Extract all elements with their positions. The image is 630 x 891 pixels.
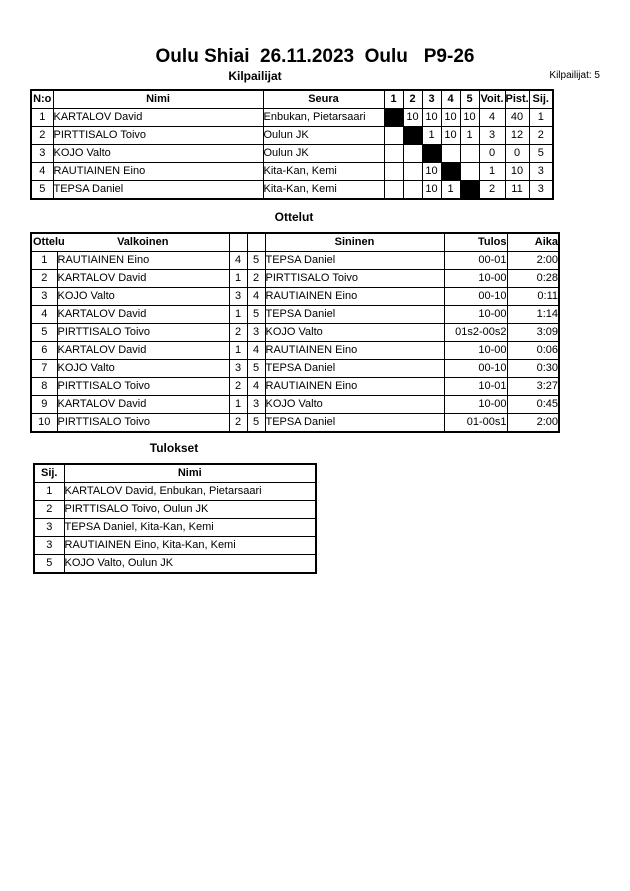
result-vs-5: 10: [460, 109, 479, 127]
match-row: [31, 306, 559, 324]
match-number: 5: [31, 324, 57, 342]
competitor-row: [31, 109, 553, 127]
competitor-name: KARTALOV David: [53, 109, 263, 127]
competitor-number: 4: [31, 163, 53, 181]
result-vs-2: 10: [403, 109, 422, 127]
match-number: 2: [31, 270, 57, 288]
header-place: Sij.: [34, 464, 64, 483]
header-white: Valkoinen: [57, 233, 229, 252]
competitor-name: RAUTIAINEN Eino: [53, 163, 263, 181]
white-name: KOJO Valto: [57, 288, 229, 306]
white-name: RAUTIAINEN Eino: [57, 252, 229, 270]
competitor-place: 3: [529, 163, 553, 181]
competitor-club: Kita-Kan, Kemi: [263, 181, 384, 200]
blue-number: 3: [247, 324, 265, 342]
white-number: 1: [229, 270, 247, 288]
result-vs-3: 10: [422, 163, 441, 181]
result-vs-1: [384, 145, 403, 163]
header-opponent-1: 1: [384, 90, 403, 109]
match-time: 0:11: [507, 288, 559, 306]
match-row: [31, 252, 559, 270]
result-row: [34, 519, 316, 537]
result-vs-4: 1: [441, 181, 460, 200]
result-name: PIRTTISALO Toivo, Oulun JK: [64, 501, 316, 519]
competitor-points: 10: [505, 163, 529, 181]
result-name: TEPSA Daniel, Kita-Kan, Kemi: [64, 519, 316, 537]
header-wins: Voit.: [479, 90, 505, 109]
competitor-points: 40: [505, 109, 529, 127]
blue-name: TEPSA Daniel: [265, 252, 444, 270]
white-name: KOJO Valto: [57, 360, 229, 378]
competitor-place: 3: [529, 181, 553, 200]
blue-number: 4: [247, 288, 265, 306]
white-number: 2: [229, 324, 247, 342]
white-number: 3: [229, 360, 247, 378]
match-time: 2:00: [507, 252, 559, 270]
match-row: [31, 414, 559, 433]
match-row: [31, 288, 559, 306]
blue-number: 2: [247, 270, 265, 288]
result-row: [34, 483, 316, 501]
match-time: 0:45: [507, 396, 559, 414]
competitors-header-row: [31, 90, 553, 109]
competitor-number: 2: [31, 127, 53, 145]
competitor-club: Oulun JK: [263, 145, 384, 163]
result-row: [34, 501, 316, 519]
header-result: Tulos: [444, 233, 507, 252]
result-vs-3: 10: [422, 181, 441, 200]
blue-name: RAUTIAINEN Eino: [265, 288, 444, 306]
match-number: 6: [31, 342, 57, 360]
results-header-row: [34, 464, 316, 483]
result-name: KOJO Valto, Oulun JK: [64, 555, 316, 574]
self-match-cell: [422, 145, 441, 163]
competitor-club: Enbukan, Pietarsaari: [263, 109, 384, 127]
result-vs-4: 10: [441, 127, 460, 145]
match-row: [31, 324, 559, 342]
competitor-wins: 2: [479, 181, 505, 200]
result-vs-2: [403, 145, 422, 163]
match-time: 3:09: [507, 324, 559, 342]
match-result: 00-01: [444, 252, 507, 270]
blue-number: 5: [247, 252, 265, 270]
white-name: KARTALOV David: [57, 270, 229, 288]
blue-name: KOJO Valto: [265, 396, 444, 414]
blue-number: 5: [247, 306, 265, 324]
matches-table: [30, 232, 560, 433]
competitors-table: [30, 89, 554, 200]
result-name: RAUTIAINEN Eino, Kita-Kan, Kemi: [64, 537, 316, 555]
white-name: KARTALOV David: [57, 306, 229, 324]
match-result: 10-00: [444, 396, 507, 414]
header-opponent-2: 2: [403, 90, 422, 109]
blue-name: KOJO Valto: [265, 324, 444, 342]
page-title: Oulu Shiai 26.11.2023 Oulu P9-26: [155, 46, 475, 67]
blue-number: 5: [247, 414, 265, 433]
match-time: 2:00: [507, 414, 559, 433]
white-number: 2: [229, 378, 247, 396]
match-row: [31, 270, 559, 288]
result-row: [34, 537, 316, 555]
match-result: 10-00: [444, 306, 507, 324]
result-row: [34, 555, 316, 574]
competitor-row: [31, 163, 553, 181]
result-vs-3: 1: [422, 127, 441, 145]
header-name: Nimi: [64, 464, 316, 483]
blue-number: 5: [247, 360, 265, 378]
match-number: 10: [31, 414, 57, 433]
match-number: 3: [31, 288, 57, 306]
result-vs-1: [384, 127, 403, 145]
match-row: [31, 396, 559, 414]
blue-number: 4: [247, 378, 265, 396]
competitor-wins: 4: [479, 109, 505, 127]
blue-number: 4: [247, 342, 265, 360]
matches-header-row: [31, 233, 559, 252]
self-match-cell: [403, 127, 422, 145]
match-row: [31, 378, 559, 396]
header-blue: Sininen: [265, 233, 444, 252]
header-place: Sij.: [529, 90, 553, 109]
competitor-wins: 1: [479, 163, 505, 181]
section-title-kilpailijat: Kilpailijat: [228, 69, 282, 83]
header-opponent-3: 3: [422, 90, 441, 109]
blue-name: RAUTIAINEN Eino: [265, 342, 444, 360]
match-result: 10-00: [444, 342, 507, 360]
match-number: 8: [31, 378, 57, 396]
result-vs-2: [403, 163, 422, 181]
white-number: 1: [229, 396, 247, 414]
result-place: 1: [34, 483, 64, 501]
match-time: 0:30: [507, 360, 559, 378]
blue-name: PIRTTISALO Toivo: [265, 270, 444, 288]
header-opponent-4: 4: [441, 90, 460, 109]
competitor-number: 5: [31, 181, 53, 200]
competitor-name: KOJO Valto: [53, 145, 263, 163]
blue-name: TEPSA Daniel: [265, 306, 444, 324]
header-club: Seura: [263, 90, 384, 109]
match-number: 9: [31, 396, 57, 414]
competitor-place: 1: [529, 109, 553, 127]
competitor-wins: 0: [479, 145, 505, 163]
competitor-points: 12: [505, 127, 529, 145]
competitor-place: 2: [529, 127, 553, 145]
white-number: 1: [229, 306, 247, 324]
self-match-cell: [441, 163, 460, 181]
competitor-points: 0: [505, 145, 529, 163]
white-name: PIRTTISALO Toivo: [57, 378, 229, 396]
white-name: PIRTTISALO Toivo: [57, 324, 229, 342]
match-number: 7: [31, 360, 57, 378]
result-vs-5: [460, 145, 479, 163]
result-place: 3: [34, 537, 64, 555]
results-table: [33, 463, 317, 574]
competitor-number: 1: [31, 109, 53, 127]
competitor-place: 5: [529, 145, 553, 163]
competitor-row: [31, 145, 553, 163]
match-row: [31, 342, 559, 360]
match-row: [31, 360, 559, 378]
match-time: 0:06: [507, 342, 559, 360]
result-vs-2: [403, 181, 422, 200]
result-vs-1: [384, 163, 403, 181]
result-place: 2: [34, 501, 64, 519]
match-number: 1: [31, 252, 57, 270]
blue-name: TEPSA Daniel: [265, 414, 444, 433]
match-result: 00-10: [444, 360, 507, 378]
match-result: 01-00s1: [444, 414, 507, 433]
white-name: KARTALOV David: [57, 396, 229, 414]
header-time: Aika: [507, 233, 559, 252]
competitor-club: Kita-Kan, Kemi: [263, 163, 384, 181]
match-result: 00-10: [444, 288, 507, 306]
competitor-wins: 3: [479, 127, 505, 145]
header-white-number: [229, 233, 247, 252]
header-no: N:o: [31, 90, 53, 109]
header-opponent-5: 5: [460, 90, 479, 109]
match-time: 3:27: [507, 378, 559, 396]
header-match: Ottelu: [31, 233, 57, 252]
blue-number: 3: [247, 396, 265, 414]
match-time: 1:14: [507, 306, 559, 324]
match-number: 4: [31, 306, 57, 324]
white-number: 1: [229, 342, 247, 360]
header-name: Nimi: [53, 90, 263, 109]
section-title-ottelut: Ottelut: [274, 210, 314, 224]
competitors-count: Kilpailijat: 5: [549, 70, 600, 81]
competitor-name: TEPSA Daniel: [53, 181, 263, 200]
result-vs-5: 1: [460, 127, 479, 145]
section-title-tulokset: Tulokset: [149, 441, 199, 455]
self-match-cell: [460, 181, 479, 200]
match-result: 01s2-00s2: [444, 324, 507, 342]
result-vs-3: 10: [422, 109, 441, 127]
blue-name: TEPSA Daniel: [265, 360, 444, 378]
self-match-cell: [384, 109, 403, 127]
result-vs-4: [441, 145, 460, 163]
competitor-club: Oulun JK: [263, 127, 384, 145]
header-points: Pist.: [505, 90, 529, 109]
match-result: 10-01: [444, 378, 507, 396]
result-place: 5: [34, 555, 64, 574]
competitor-row: [31, 181, 553, 200]
white-name: KARTALOV David: [57, 342, 229, 360]
competitor-points: 11: [505, 181, 529, 200]
result-place: 3: [34, 519, 64, 537]
result-name: KARTALOV David, Enbukan, Pietarsaari: [64, 483, 316, 501]
match-time: 0:28: [507, 270, 559, 288]
result-vs-1: [384, 181, 403, 200]
result-vs-4: 10: [441, 109, 460, 127]
blue-name: RAUTIAINEN Eino: [265, 378, 444, 396]
white-number: 2: [229, 414, 247, 433]
competitor-name: PIRTTISALO Toivo: [53, 127, 263, 145]
match-result: 10-00: [444, 270, 507, 288]
white-number: 3: [229, 288, 247, 306]
competitor-row: [31, 127, 553, 145]
white-number: 4: [229, 252, 247, 270]
white-name: PIRTTISALO Toivo: [57, 414, 229, 433]
competitor-number: 3: [31, 145, 53, 163]
result-vs-5: [460, 163, 479, 181]
header-blue-number: [247, 233, 265, 252]
